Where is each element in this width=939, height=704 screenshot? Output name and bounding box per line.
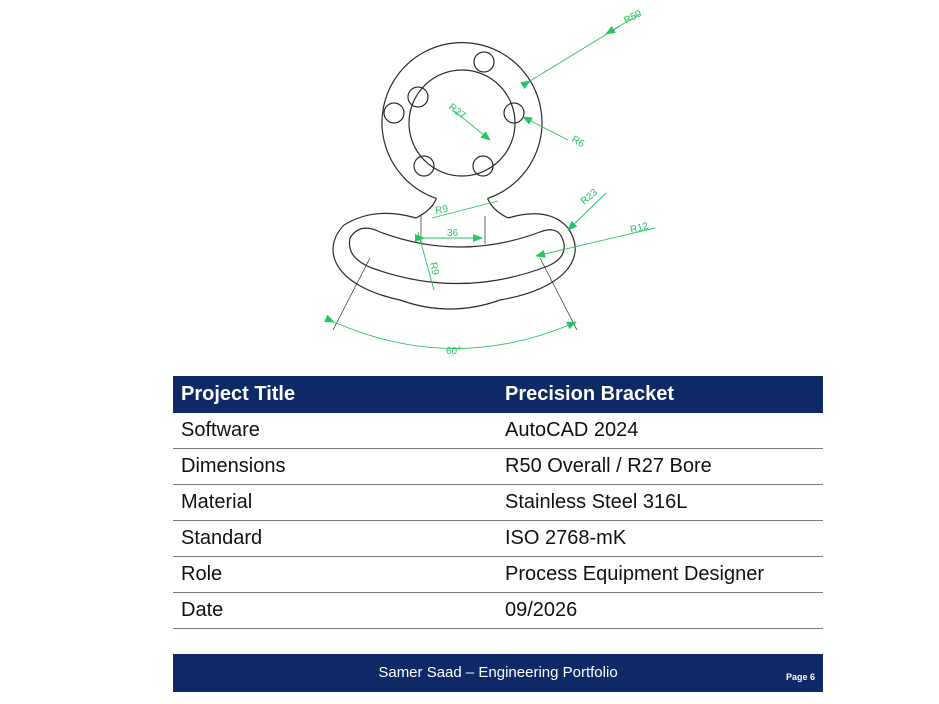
row-value: AutoCAD 2024 [497,413,823,449]
dim-r12-label: R12 [629,220,650,236]
table-row [173,485,823,521]
footer-bar [173,654,823,692]
header-value: Precision Bracket [497,376,823,413]
arc-lower-outer [400,300,500,309]
row-key: Standard [173,521,497,557]
row-key: Dimensions [173,449,497,485]
table-row [173,521,823,557]
dim-r50-leader [530,26,620,81]
row-key: Date [173,593,497,629]
center-bore [409,70,515,176]
bolt-hole-2 [474,52,494,72]
project-info-table [173,376,823,629]
row-key: Material [173,485,497,521]
dim-60-ext-right [540,258,577,330]
dim-36-label: 36 [447,228,459,239]
dim-r9-neck-label: R9 [434,203,450,217]
dim-r9-low-label: R9 [427,261,441,277]
row-value: Stainless Steel 316L [497,485,823,521]
table-header-row [173,376,823,413]
dim-60-arc [334,322,576,349]
row-value: 09/2026 [497,593,823,629]
dim-60-label: 60° [446,346,462,357]
dim-r50-label: R50 [622,8,644,27]
dim-r27-label: R27 [446,101,468,122]
arc-upper-outer-r [508,214,568,228]
row-key: Role [173,557,497,593]
outer-ring [382,43,542,199]
header-key: Project Title [173,376,497,413]
table-row [173,557,823,593]
dim-60-ext-left [333,258,370,330]
row-value: ISO 2768-mK [497,521,823,557]
dim-r23-label: R23 [578,187,600,208]
row-key: Software [173,413,497,449]
bolt-hole-1 [408,87,428,107]
neck-left [416,198,436,218]
table-row [173,413,823,449]
table-row [173,449,823,485]
dim-r6-leader [523,117,568,140]
bolt-hole-4 [473,156,493,176]
row-value: R50 Overall / R27 Bore [497,449,823,485]
dim-r6-label: R6 [569,134,587,150]
right-end-cap [500,228,575,300]
footer-text: Samer Saad – Engineering Portfolio [378,664,618,681]
row-value: Process Equipment Designer [497,557,823,593]
bolt-hole-6 [384,103,404,123]
left-end-cap [333,225,400,300]
page-number: Page 6 [785,672,815,682]
table-row [173,593,823,629]
arc-upper-outer [344,213,416,225]
